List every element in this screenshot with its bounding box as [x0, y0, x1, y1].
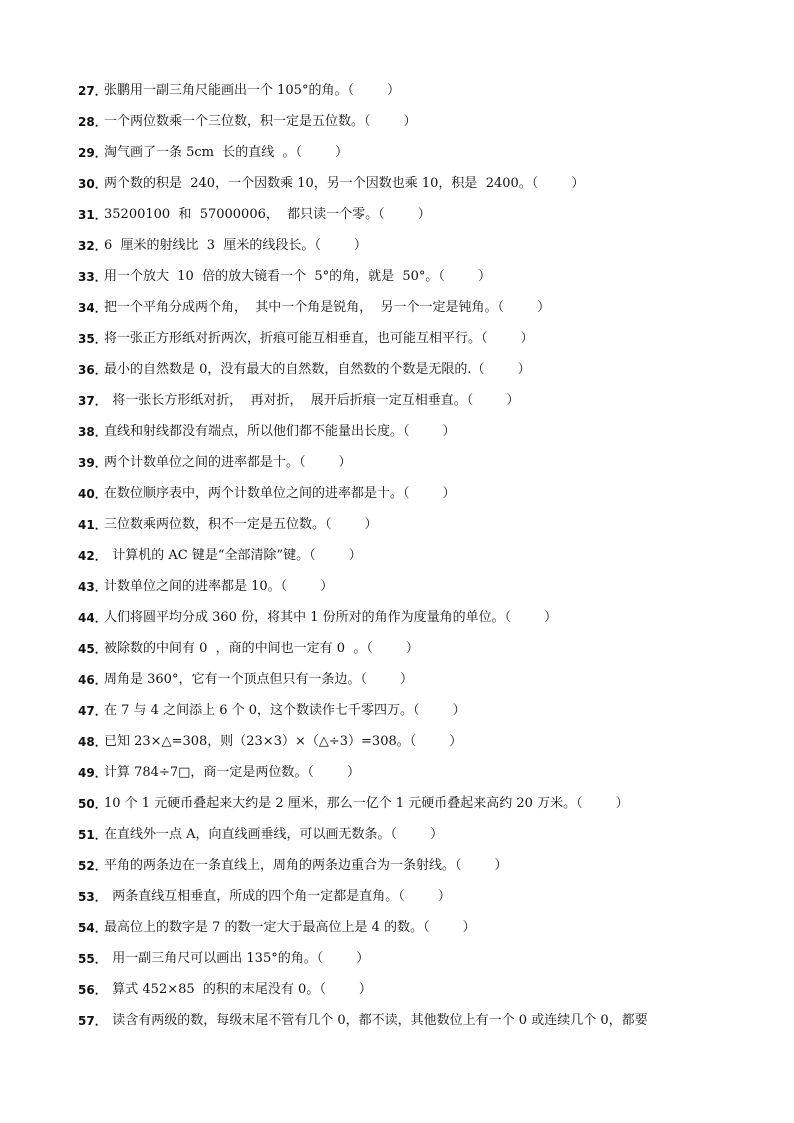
question-item — [78, 233, 758, 264]
question-list — [78, 78, 758, 1039]
question-item — [78, 605, 758, 636]
question-number: 27． — [78, 84, 107, 98]
question-item — [78, 140, 758, 171]
question-number: 57． — [78, 1014, 107, 1028]
question-item — [78, 698, 758, 729]
question-item — [78, 729, 758, 760]
question-item — [78, 295, 758, 326]
question-number: 49． — [78, 766, 107, 780]
question-item — [78, 1008, 758, 1039]
question-text: 35200100 和 57000006， 都只读一个零。（ ） — [104, 207, 431, 222]
question-text: 计算机的 AC 键是“全部清除”键。（ ） — [104, 548, 362, 563]
question-item — [78, 946, 758, 977]
question-text: 6 厘米的射线比 3 厘米的线段长。（ ） — [104, 238, 367, 253]
question-text: 在直线外一点 A，向直线画垂线，可以画无数条。（ ） — [104, 827, 444, 842]
question-number: 48． — [78, 735, 107, 749]
question-text: 人们将圆平均分成 360 份，将其中 1 份所对的角作为度量角的单位。（ ） — [104, 610, 558, 625]
question-number: 54． — [78, 921, 107, 935]
question-item — [78, 977, 758, 1008]
question-text: 已知 23×△=308，则（23×3）×（△÷3）=308。（ ） — [104, 734, 463, 749]
question-item — [78, 202, 758, 233]
question-number: 45． — [78, 642, 107, 656]
question-item — [78, 512, 758, 543]
question-number: 55． — [78, 952, 107, 966]
question-number: 47． — [78, 704, 107, 718]
question-number: 37． — [78, 394, 107, 408]
question-item — [78, 574, 758, 605]
question-text: 最高位上的数字是 7 的数一定大于最高位上是 4 的数。（ ） — [104, 920, 476, 935]
question-text: 两个计数单位之间的进率都是十。（ ） — [104, 455, 352, 470]
question-item — [78, 636, 758, 667]
question-item — [78, 667, 758, 698]
question-item — [78, 264, 758, 295]
question-number: 46． — [78, 673, 107, 687]
question-text: 三位数乘两位数，积不一定是五位数。（ ） — [104, 517, 378, 532]
question-number: 42． — [78, 549, 107, 563]
question-text: 一个两位数乘一个三位数，积一定是五位数。（ ） — [104, 114, 417, 129]
question-item — [78, 171, 758, 202]
question-text: 用一个放大 10 倍的放大镜看一个 5°的角，就是 50°。（ ） — [104, 269, 491, 284]
question-number: 56． — [78, 983, 107, 997]
question-number: 34． — [78, 301, 107, 315]
question-text: 在数位顺序表中，两个计数单位之间的进率都是十。（ ） — [104, 486, 456, 501]
question-number: 36． — [78, 363, 107, 377]
question-text: 把一个平角分成两个角， 其中一个角是锐角， 另一个一定是钝角。（ ） — [104, 300, 551, 315]
question-number: 53． — [78, 890, 107, 904]
question-item — [78, 853, 758, 884]
question-text: 两个数的积是 240，一个因数乘 10，另一个因数也乘 10，积是 2400。（ ） — [104, 176, 585, 191]
question-number: 50． — [78, 797, 107, 811]
question-number: 43． — [78, 580, 107, 594]
question-text: 计算 784÷7□，商一定是两位数。（ ） — [104, 765, 360, 780]
question-text: 在 7 与 4 之间添上 6 个 0，这个数读作七千零四万。（ ） — [104, 703, 466, 718]
question-item — [78, 388, 758, 419]
question-text: 直线和射线都没有端点，所以他们都不能量出长度。（ ） — [104, 424, 456, 439]
question-text: 张鹏用一副三角尺能画出一个 105°的角。（ ） — [104, 83, 401, 98]
question-text: 淘气画了一条 5cm 长的直线 。（ ） — [104, 145, 349, 160]
question-item — [78, 822, 758, 853]
question-item — [78, 109, 758, 140]
question-number: 33． — [78, 270, 107, 284]
question-text: 被除数的中间有 0 ，商的中间也一定有 0 。（ ） — [104, 641, 419, 656]
question-item — [78, 884, 758, 915]
question-item — [78, 419, 758, 450]
question-text: 平角的两条边在一条直线上，周角的两条边重合为一条射线。（ ） — [104, 858, 508, 873]
question-text: 最小的自然数是 0，没有最大的自然数，自然数的个数是无限的.（ ） — [104, 362, 531, 377]
question-item — [78, 543, 758, 574]
question-text: 周角是 360°，它有一个顶点但只有一条边。（ ） — [104, 672, 414, 687]
question-item — [78, 326, 758, 357]
question-number: 28． — [78, 115, 107, 129]
question-number: 35． — [78, 332, 107, 346]
question-item — [78, 915, 758, 946]
question-text: 10 个 1 元硬币叠起来大约是 2 厘米，那么一亿个 1 元硬币叠起来高约 20 万米。（ ） — [104, 796, 629, 811]
question-number: 44． — [78, 611, 107, 625]
question-text: 用一副三角尺可以画出 135°的角。（ ） — [104, 951, 370, 966]
question-text: 算式 452×85 的积的末尾没有 0。（ ） — [104, 982, 372, 997]
question-item — [78, 78, 758, 109]
question-item — [78, 760, 758, 791]
question-text: 计数单位之间的进率都是 10。（ ） — [104, 579, 334, 594]
question-number: 32． — [78, 239, 107, 253]
question-number: 51． — [78, 828, 107, 842]
question-item — [78, 357, 758, 388]
question-number: 39． — [78, 456, 107, 470]
question-number: 52． — [78, 859, 107, 873]
question-number: 31． — [78, 208, 107, 222]
question-number: 30． — [78, 177, 107, 191]
question-text: 将一张长方形纸对折， 再对折， 展开后折痕一定互相垂直。（ ） — [104, 393, 520, 408]
question-number: 38． — [78, 425, 107, 439]
question-item — [78, 481, 758, 512]
question-text: 读含有两级的数，每级末尾不管有几个 0，都不读，其他数位上有一个 0 或连续几个 0，都要 — [104, 1013, 648, 1028]
question-number: 40． — [78, 487, 107, 501]
question-item — [78, 450, 758, 481]
question-item — [78, 791, 758, 822]
question-text: 将一张正方形纸对折两次，折痕可能互相垂直，也可能互相平行。（ ） — [104, 331, 534, 346]
question-number: 29． — [78, 146, 107, 160]
question-text: 两条直线互相垂直，所成的四个角一定都是直角。（ ） — [104, 889, 451, 904]
question-number: 41． — [78, 518, 107, 532]
